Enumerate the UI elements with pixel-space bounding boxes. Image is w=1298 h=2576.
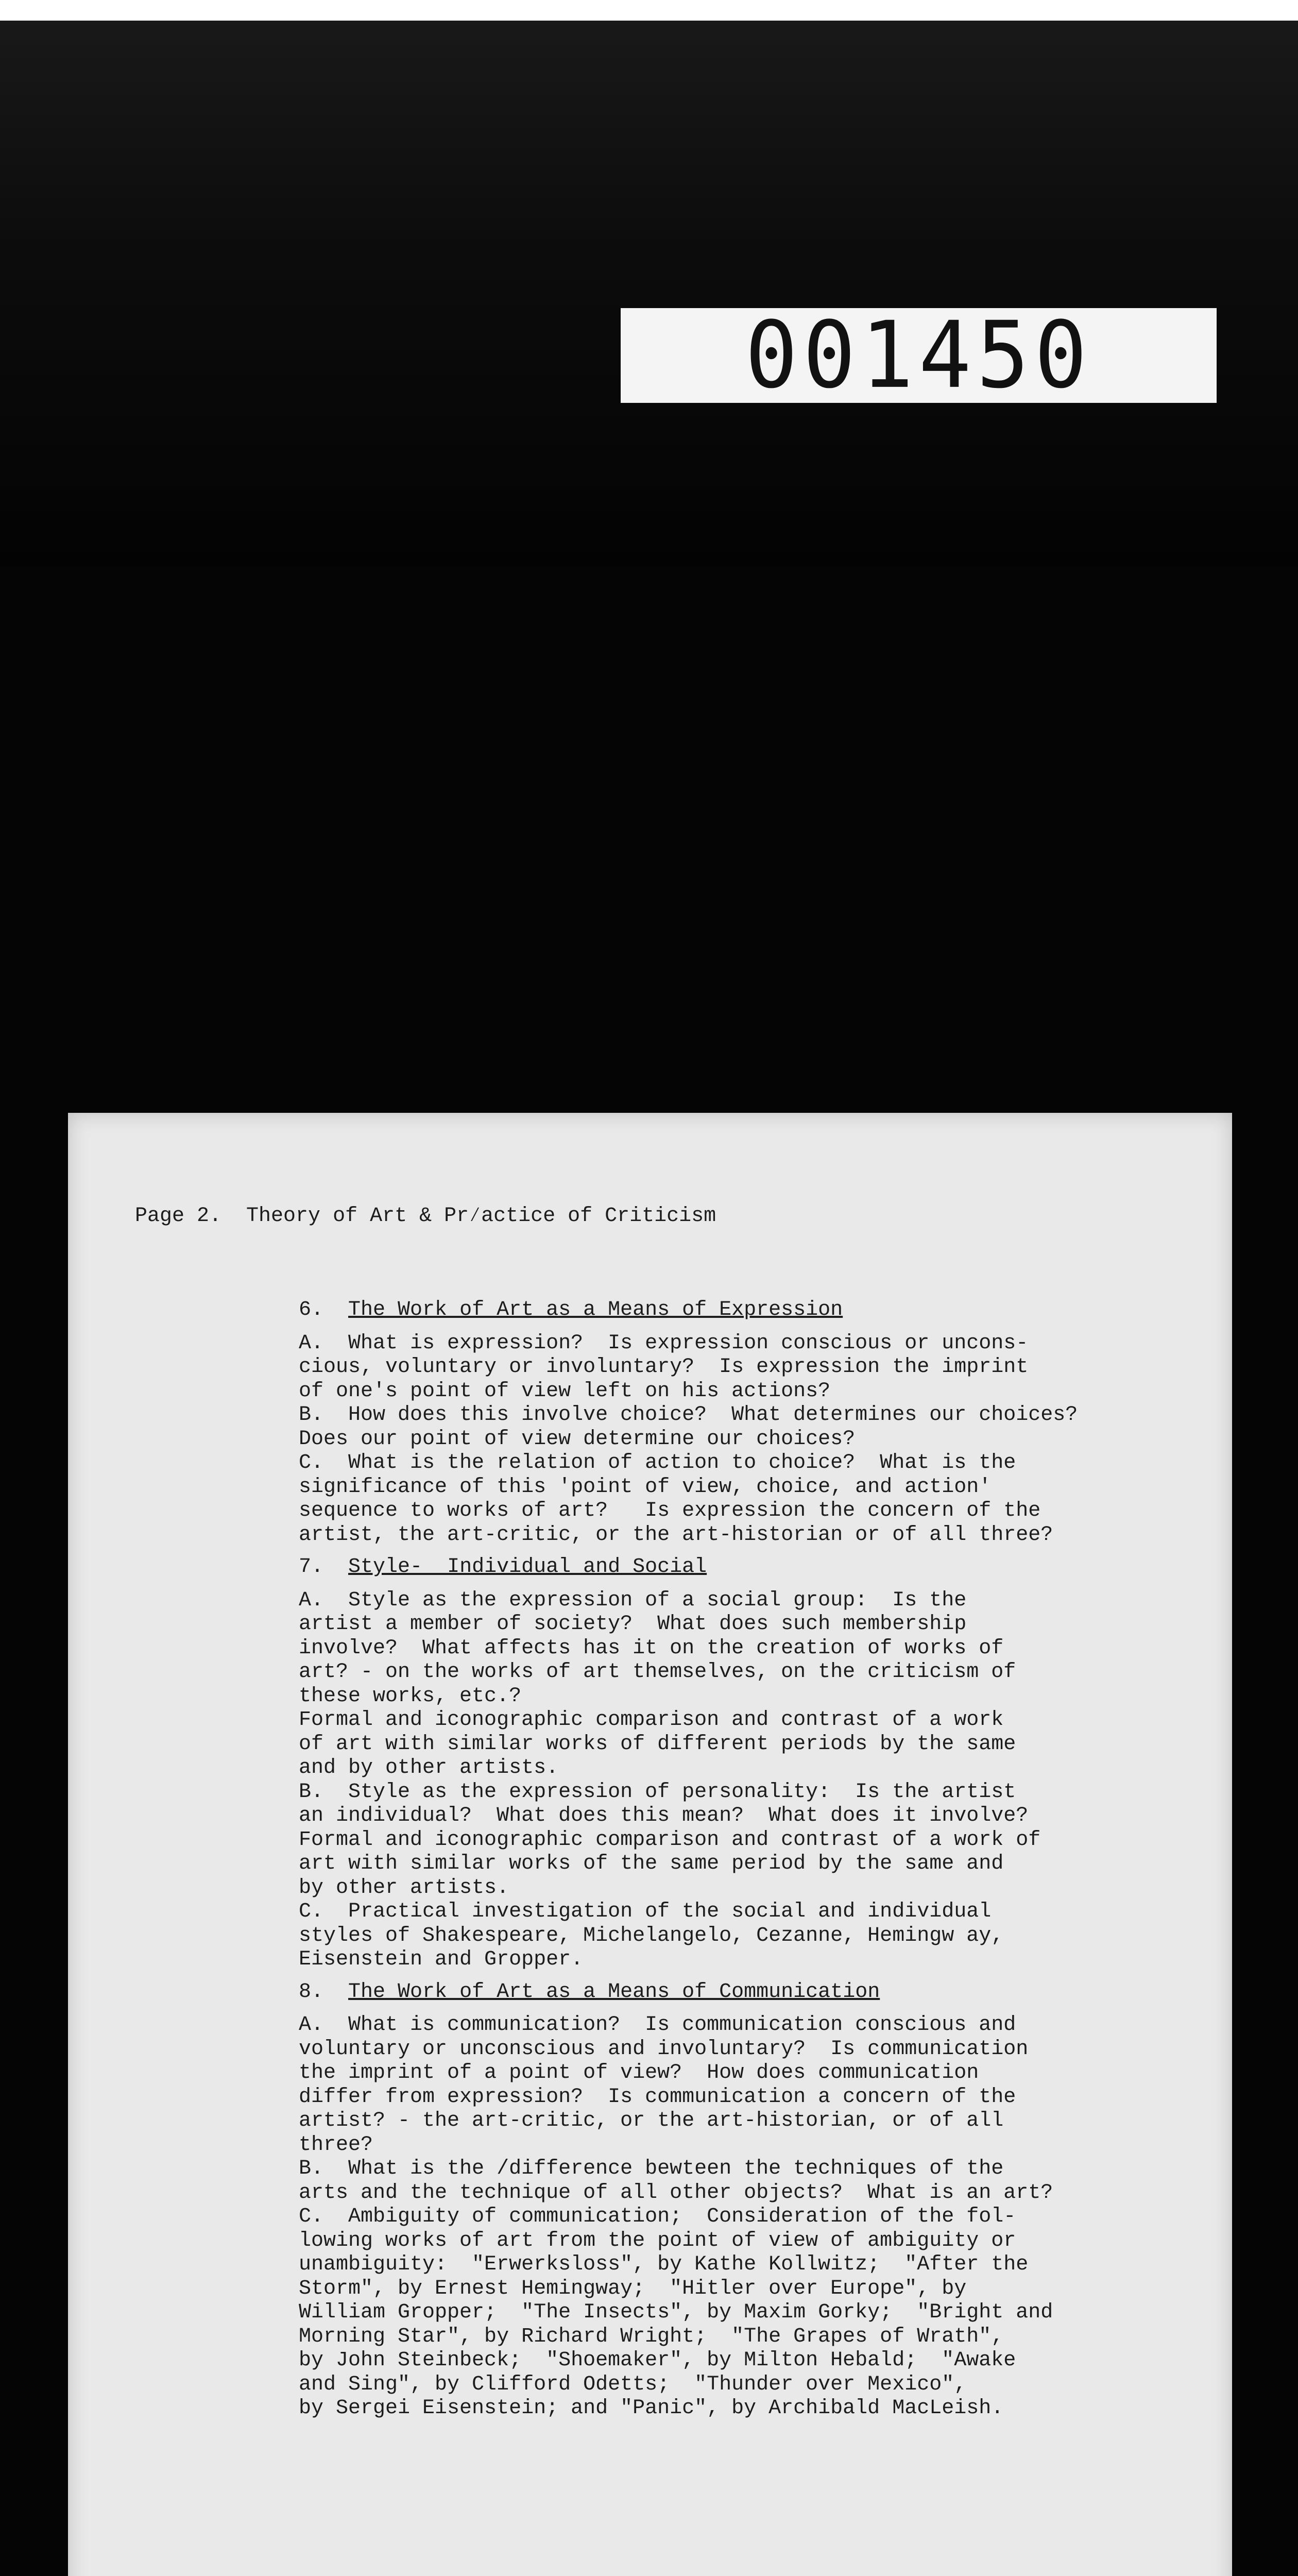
text-line: an individual? What does this mean? What does it involve? [299,1804,1029,1827]
text-line: C. What is the relation of action to choice? What is the [299,1451,1016,1475]
text-line: involve? What affects has it on the creation of works of [299,1636,1004,1660]
microfilm-background [0,0,1298,567]
section-title: The Work of Art as a Means of Communication [348,1980,880,2004]
text-line: A. Style as the expression of a social group: Is the [299,1588,967,1612]
text-line: C. Practical investigation of the social and individual [299,1900,992,1923]
frame-number-label [621,302,1217,409]
text-line: differ from expression? Is communication a concern of the [299,2085,1016,2109]
text-line: three? [299,2133,373,2157]
text-line: B. What is the /difference bewteen the techniques of the [299,2157,1004,2180]
text-line: C. Ambiguity of communication; Consideration of the fol- [299,2205,1016,2228]
document-body [299,1298,1185,2421]
section-heading-6 [299,1298,1185,1323]
text-line: Does our point of view determine our choices? [299,1427,856,1451]
text-line: Storm", by Ernest Hemingway; "Hitler over Europe", by [299,2277,967,2300]
text-line: unambiguity: "Erwerksloss", by Kathe Kollwitz; "After the [299,2253,1029,2276]
text-line: Morning Star", by Richard Wright; "The Grapes of Wrath", [299,2325,1004,2348]
text-line: by John Steinbeck; "Shoemaker", by Milton Hebald; "Awake [299,2349,1016,2372]
text-line: A. What is expression? Is expression conscious or uncons- [299,1331,1029,1355]
frame-number: 001450 [745,302,1092,409]
text-line: styles of Shakespeare, Michelangelo, Cezanne, Hemingw ay, [299,1924,1004,1947]
section-7-body [299,1589,1185,1972]
text-line: art with similar works of the same period by the same and [299,1852,1004,1875]
text-line: A. What is communication? Is communication conscious and [299,2013,1016,2037]
text-line: and by other artists. [299,1756,559,1780]
text-line: Eisenstein and Gropper. [299,1948,584,1971]
section-title: The Work of Art as a Means of Expression [348,1298,843,1321]
text-line: arts and the technique of all other objects? What is an art? [299,2181,1053,2205]
text-line: lowing works of art from the point of view of ambiguity or [299,2229,1016,2252]
text-line: cious, voluntary or involuntary? Is expression the imprint [299,1355,1029,1379]
text-line: of one's point of view left on his actions? [299,1379,831,1403]
section-heading-8 [299,1980,1185,2005]
text-line: William Gropper; "The Insects", by Maxim Gorky; "Bright and [299,2301,1053,2324]
section-8-body [299,2013,1185,2421]
section-6-body [299,1332,1185,1548]
page-header: Page 2. Theory of Art & Pr⁄actice of Criticism [135,1205,716,1228]
text-line: Formal and iconographic comparison and contrast of a work of [299,1828,1041,1852]
text-line: art? - on the works of art themselves, on the criticism of [299,1660,1016,1684]
text-line: artist, the art-critic, or the art-historian or of all three? [299,1523,1053,1547]
section-number: 6. [299,1298,324,1321]
section-number: 7. [299,1555,324,1579]
text-line: and Sing", by Clifford Odetts; "Thunder over Mexico", [299,2372,967,2396]
text-line: sequence to works of art? Is expression the concern of the [299,1499,1041,1522]
text-line: these works, etc.? [299,1684,522,1708]
section-title: Style- Individual and Social [348,1555,707,1579]
section-number: 8. [299,1980,324,2004]
text-line: B. How does this involve choice? What determines our choices? [299,1403,1078,1427]
text-line: the imprint of a point of view? How does communication [299,2061,979,2084]
text-line: of art with similar works of different periods by the same [299,1732,1016,1756]
text-line: voluntary or unconscious and involuntary? Is communication [299,2037,1029,2061]
film-edge [0,0,1298,21]
text-line: Formal and iconographic comparison and contrast of a work [299,1708,1004,1732]
text-line: significance of this 'point of view, choice, and action' [299,1475,992,1499]
text-line: by Sergei Eisenstein; and "Panic", by Archibald MacLeish. [299,2397,1004,2420]
text-line: by other artists. [299,1876,509,1900]
text-line: artist? - the art-critic, or the art-historian, or of all [299,2109,1004,2132]
text-line: B. Style as the expression of personality: Is the artist [299,1780,1016,1804]
text-line: artist a member of society? What does such membership [299,1613,967,1636]
section-heading-7 [299,1555,1185,1580]
